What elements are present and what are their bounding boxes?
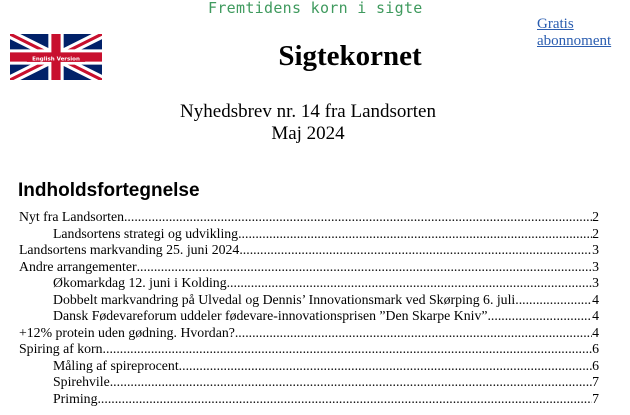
toc-entry-title: Spiring af korn <box>19 341 103 356</box>
toc-entry-title: Dobbelt markvandring på Ulvedal og Dennis’ Innovationsmark ved Skørping 6. juli <box>53 291 516 307</box>
toc-entry[interactable] <box>19 391 599 408</box>
toc-entry-title: Spirehvile <box>53 374 110 389</box>
toc-entry-title: +12% protein uden gødning. Hvordan? <box>19 324 235 340</box>
flag-label: English Version <box>32 56 80 63</box>
toc-entry-title: Nyt fra Landsorten <box>19 209 124 224</box>
toc-dot-leader <box>103 341 593 358</box>
toc-entry[interactable] <box>19 275 599 292</box>
toc-dot-leader <box>110 374 592 391</box>
toc-dot-leader <box>239 242 592 259</box>
issue-info <box>0 101 616 145</box>
toc-dot-leader <box>137 259 593 276</box>
toc-entry-title: Landsortens strategi og udvikling <box>53 225 239 241</box>
toc-entry-title: Priming <box>53 390 98 406</box>
toc-entry-title: Landsortens markvanding 25. juni 2024 <box>19 242 240 257</box>
tagline: Fremtidens korn i sigte <box>208 0 423 17</box>
toc-dot-leader <box>179 358 592 375</box>
toc-entry-page: 4 <box>592 308 599 323</box>
toc-entry-title: Økomarkdag 12. juni i Kolding <box>53 275 227 290</box>
toc-entry-page: 7 <box>592 390 599 406</box>
toc-entry-page: 2 <box>592 209 599 224</box>
toc-entry[interactable] <box>19 341 599 358</box>
toc-dot-leader <box>227 275 593 292</box>
toc-entry-title: Måling af spireprocent <box>53 357 179 373</box>
toc-entry-page: 4 <box>592 324 599 340</box>
issue-line: Nyhedsbrev nr. 14 fra Landsorten <box>180 101 436 122</box>
toc-entry-page: 4 <box>592 291 599 307</box>
subscribe-line-1: Gratis <box>537 16 574 32</box>
toc-entry-title: Dansk Fødevareforum uddeler fødevare-innovationsprisen ”Den Skarpe Kniv” <box>53 308 488 323</box>
toc-dot-leader <box>97 391 592 408</box>
subscribe-line-2: abonnoment <box>537 33 612 49</box>
toc-entry-page: 3 <box>592 242 599 257</box>
toc-heading: Indholdsfortegnelse <box>18 180 200 201</box>
toc-entry-page: 7 <box>592 374 599 389</box>
toc-entry-page: 6 <box>592 341 599 356</box>
toc-entry-page: 6 <box>592 357 599 373</box>
toc-entry[interactable] <box>19 242 599 259</box>
toc-entry-title: Andre arrangementer <box>19 258 137 274</box>
toc-entry-page: 3 <box>592 275 599 290</box>
toc-entry-page: 3 <box>592 258 599 274</box>
toc-dot-leader <box>124 209 592 226</box>
toc-entry[interactable] <box>19 308 599 325</box>
toc-entry[interactable] <box>19 374 599 391</box>
table-of-contents <box>19 209 599 407</box>
toc-entry[interactable] <box>19 358 599 375</box>
newsletter-title: Sigtekornet <box>278 40 422 72</box>
toc-entry[interactable] <box>19 209 599 226</box>
toc-entry[interactable] <box>19 325 599 342</box>
toc-dot-leader <box>238 226 592 243</box>
free-subscription-link[interactable] <box>537 16 611 50</box>
toc-entry[interactable] <box>19 226 599 243</box>
toc-dot-leader <box>487 308 592 325</box>
toc-dot-leader <box>515 292 592 309</box>
toc-entry-page: 2 <box>592 225 599 241</box>
toc-dot-leader <box>235 325 592 342</box>
date-line: Maj 2024 <box>271 123 345 144</box>
toc-entry[interactable] <box>19 292 599 309</box>
toc-entry[interactable] <box>19 259 599 276</box>
